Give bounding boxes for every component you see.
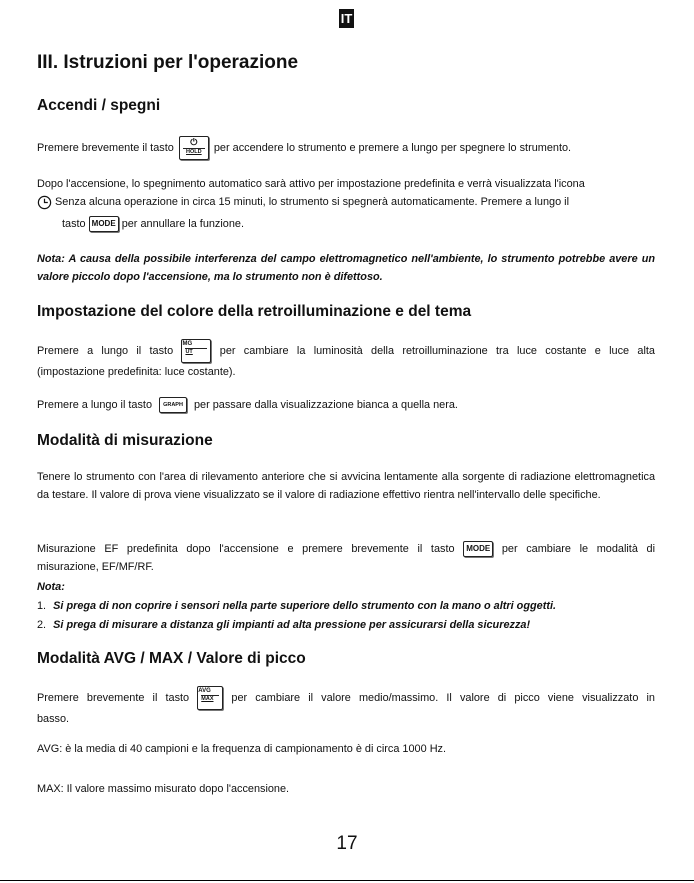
ut-key-label: UT	[185, 348, 207, 356]
text-span: Premere a lungo il tasto	[37, 344, 174, 357]
power-note: Nota: A causa della possibile interferenza del campo elettromagnetico nell'ambiente, lo strumento potrebbe avere un valore piccolo dopo l'accensione, ma lo strumento non è difettoso.	[37, 253, 655, 283]
auto-off-paragraph	[37, 175, 655, 211]
max-description: MAX: Il valore massimo misurato dopo l'accensione.	[37, 783, 290, 795]
note-item-number: 1.	[37, 600, 47, 612]
section-title: III. Istruzioni per l'operazione	[37, 52, 299, 73]
heading-avg-max: Modalità AVG / MAX / Valore di picco	[37, 650, 306, 667]
theme-paragraph	[37, 396, 458, 414]
heading-measurement: Modalità di misurazione	[37, 432, 213, 449]
note-item-text: Si prega di misurare a distanza gli impianti ad alta pressione per assicurarsi della sicurezza!	[53, 619, 531, 631]
text-span: tasto	[62, 218, 86, 230]
text-line	[37, 339, 655, 363]
text-line: (impostazione predefinita: luce costante).	[37, 366, 236, 378]
heading-power: Accendi / spegni	[37, 97, 161, 114]
mg-key-label: MG	[182, 341, 193, 347]
power-paragraph	[37, 136, 571, 160]
backlight-paragraph	[37, 339, 655, 381]
text-line: misurazione, EF/MF/RF.	[37, 561, 154, 573]
language-badge: IT	[340, 11, 353, 26]
note-item	[37, 616, 530, 634]
avg-description: AVG: è la media di 40 campioni e la frequenza di campionamento è di circa 1000 Hz.	[37, 743, 447, 755]
mode-key-icon: MODE	[463, 541, 493, 557]
note-item	[37, 597, 556, 615]
page-number: 17	[336, 833, 358, 854]
note-item-text: Si prega di non coprire i sensori nella parte superiore dello strumento con la mano o altri oggetti.	[53, 600, 557, 612]
text-span: per cambiare il valore medio/massimo. Il valore di picco viene visualizzato in	[231, 691, 655, 704]
text-span: per cambiare le modalità di	[501, 543, 655, 555]
text-span: per accendere lo strumento e premere a lungo per spegnere lo strumento.	[213, 141, 572, 154]
mode-key-icon: MODE	[89, 216, 119, 232]
text-span: Misurazione EF predefinita dopo l'accensione e premere brevemente il tasto	[37, 543, 455, 555]
text-span: per annullare la funzione.	[121, 218, 244, 230]
avg-max-paragraph	[37, 686, 655, 728]
note-item-number: 2.	[37, 619, 47, 631]
text-span: Premere brevemente il tasto	[37, 691, 190, 704]
text-span: per cambiare la luminosità della retroilluminazione tra luce costante e luce alta	[219, 344, 655, 357]
footer-rule	[0, 880, 694, 881]
text-line: basso.	[37, 713, 70, 725]
text-line: Dopo l'accensione, lo spegnimento automatico sarà attivo per impostazione predefinita e verrà visualizzata l'icona	[37, 178, 585, 190]
text-span: Premere brevemente il tasto	[37, 141, 174, 154]
max-key-label: MAX	[201, 695, 219, 703]
hold-key-label: HOLD	[183, 148, 205, 156]
measurement-note-label: Nota:	[37, 581, 65, 593]
power-hold-key-icon	[179, 136, 209, 160]
avg-key-label: AVG	[198, 688, 211, 694]
heading-backlight: Impostazione del colore della retroilluminazione e del tema	[37, 303, 472, 320]
power-icon: ⏻	[190, 137, 198, 147]
text-span: Premere a lungo il tasto	[37, 399, 153, 411]
avg-max-key-icon	[197, 686, 223, 710]
auto-off-clock-icon	[37, 195, 52, 210]
text-span: per passare dalla visualizzazione bianca a quella nera.	[193, 399, 458, 411]
mg-ut-key-icon	[181, 339, 211, 363]
text-line	[37, 686, 655, 710]
text-line	[37, 540, 655, 558]
auto-off-paragraph-end	[62, 215, 244, 233]
graph-key-icon: GRAPH	[159, 397, 187, 413]
text-span: Senza alcuna operazione in circa 15 minuti, lo strumento si spegnerà automaticamente. Premere a lungo il	[55, 196, 569, 208]
mode-switch-paragraph	[37, 540, 655, 576]
measurement-paragraph: Tenere lo strumento con l'area di rilevamento anteriore che si avvicina lentamente alla sorgente di radiazione elettromagnetica da testare. Il valore di prova viene visualizzato se il valore di radiazione effettivo rientra nell'intervallo delle specifiche.	[37, 471, 655, 501]
text-line	[37, 193, 655, 211]
